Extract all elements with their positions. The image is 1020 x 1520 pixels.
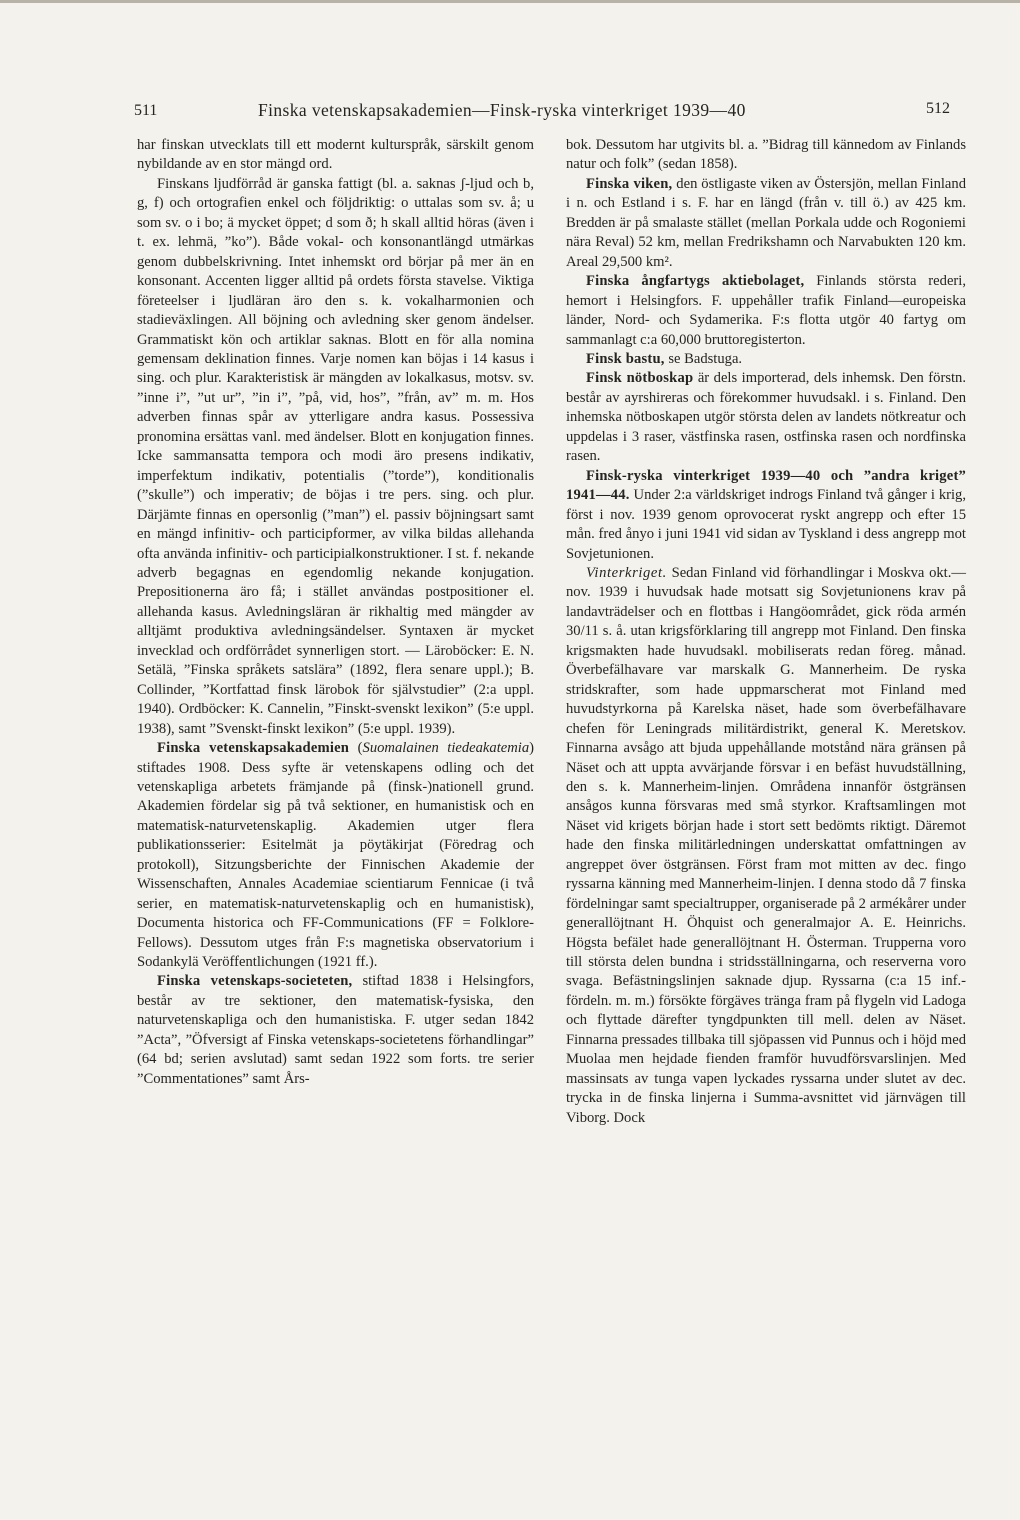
headword: Finska viken, <box>586 175 673 192</box>
headword: Finsk-ryska vinterkriget 1939—40 och ”andra kriget” 1941—44. <box>566 467 966 504</box>
running-header <box>0 100 1020 126</box>
entry-body: är dels importerad, dels inhemsk. Den förstn. består av ayrshireras och förekommer huvudsakl. i s. Finland. Den inhemska nötboskapen utgör största delen av landets nötkreatur och uppdelas i 3 raser, västfinska rasen, ostfinska rasen och nordfinska rasen. <box>566 370 966 465</box>
entry-finska-viken <box>566 175 966 272</box>
entry-finsk-bastu <box>566 350 966 369</box>
paragraph-vinterkriget <box>566 564 966 1128</box>
left-column <box>137 136 534 1089</box>
headword-translation: Suomalainen tiedeakatemia <box>362 740 530 757</box>
entry-finsk-ryska-vinterkriget <box>566 467 966 564</box>
paragraph-finskans-ljudforrad: Finskans ljudförråd är ganska fattigt (bl. a. saknas ʃ-ljud och b, g, f) och ortografien enkel och följdriktig: o uttalas som sv. å; u som sv. o i bo; ä mycket öppet; d som ð; h skall alltid höras (även i t. ex. lehmä, ”ko”). Både vokal- och konsonantlängd utmärkas genom dubbelskrivning. Intet inhemskt ord börjar på mer än en konsonant. Accenten ligger alltid på ordets första stavelse. Viktiga företeelser i ljudläran äro den s. k. vokalharmonien och stadieväxlingen. All böjning och avledning sker genom ändelser. Grammatiskt kön och artiklar saknas. Blott en för alla nomina gemensam deklination finnes. Varje nomen kan böjas i 14 kasus i sing. och plur. Karakteristisk är mängden av lokalkasus, motsv. sv. ”inne i”, ”ut ur”, ”in i”, ”på, vid, hos”, ”från, av” m. m. Hos adverben finnas spår av ytterligare andra kasus. Possessiva pronomina ersättas vanl. med ändelser. Blott en konjugation finnes. Icke sammansatta tempora och modi äro presens indikativ, imperfektum indikativ, potentialis (”torde”), konditionalis (”skulle”) och imperativ; de böjas i tre pers. sing. och plur. Därjämte finnas en opersonlig (”man”) el. passiv böjningsart samt en mängd infinitiv- och participformer, av vilka bildas allehanda ofta använda infinitiv- och participialkonstruktioner. I st. f. nekande adverb begagnas en egendomlig nekande konjugation. Prepositionerna äro få; i stället användas postpositioner el. allehanda kasus. Avledningsläran är rikhaltig med mängder av alltjämt produktiva avledningsändelser. Syntaxen är mycket invecklad och ordförrådet synnerligen stort. — Läroböcker: E. N. Setälä, ”Finska språkets satslära” (1892, flera senare uppl.); B. Collinder, ”Kortfattad finsk lärobok för självstudier” (2:a uppl. 1940). Ordböcker: K. Cannelin, ”Finskt-svenskt lexikon” (5:e uppl. 1938), samt ”Svenskt-finskt lexikon” (5:e uppl. 1939). <box>137 175 534 737</box>
right-column <box>566 136 966 1128</box>
entry-finsk-notboskap <box>566 369 966 466</box>
page-number-left: 511 <box>134 102 158 119</box>
entry-finska-vetenskaps-societeten <box>137 972 534 1089</box>
headword: Finsk nötboskap <box>586 370 694 387</box>
running-title: Finska vetenskapsakademien—Finsk-ryska vinterkriget 1939—40 <box>258 100 746 120</box>
entry-body: den östligaste viken av Östersjön, mellan Finland i n. och Estland i s. F. har en längd (från v. till ö.) av 425 km. Bredden är på smalaste stället (mellan Porkala udde och Rogoniemi nära Reval) 52 km, mellan Fredrikshamn och Narvabukten 120 km. Areal 29,500 km². <box>566 175 966 270</box>
headword: Finska vetenskaps-societeten, <box>157 973 353 990</box>
entry-body: stiftades 1908. Dess syfte är vetenskapens odling och det vetenskapliga arbetets främjande på (finsk-)nationell grund. Akademien fördelar sig på två sektioner, en humanistisk och en matematisk-naturvetenskaplig. Akademien utger flera publikationsserier: Esitelmät ja pöytäkirjat (Föredrag och protokoll), Sitzungsberichte der Finnischen Akademie der Wissenschaften, Annales Academiae scientiarum Fennicae (i två serier, en matematisk-naturvetenskaplig och en humanistisk), Documenta historica och FF-Communications (FF = Folklore-Fellows). Dessutom utges från F:s magnetiska observatorium i Sodankylä Veröffentlichungen (1921 ff.). <box>137 759 534 971</box>
entry-body: stiftad 1838 i Helsingfors, består av tre sektioner, den matematisk-fysiska, den naturvetenskapliga och den humanistiska. F. utger sedan 1842 ”Acta”, ”Öfversigt af Finska vetenskaps-societetens förhandlingar” (64 bd; serien avslutad) samt sedan 1922 som forts. tre serier ”Commentationes” samt Års- <box>137 973 534 1087</box>
entry-finska-vetenskapsakademien: Finska vetenskapsakademien (Suomalainen tiedeakatemia) stiftades 1908. Dess syfte är vetenskapens odling och det vetenskapliga arbetets främjande på (finsk-)nationell grund. Akademien fördelar sig på två sektioner, en humanistisk och en matematisk-naturvetenskaplig. Akademien utger flera publikationsserier: Esitelmät ja pöytäkirjat (Föredrag och protokoll), Sitzungsberichte der Finnischen Akademie der Wissenschaften, Annales Academiae scientiarum Fennicae (i två serier, en matematisk-naturvetenskaplig och en humanistisk), Documenta historica och FF-Communications (FF = Folklore-Fellows). Dessutom utges från F:s magnetiska observatorium i Sodankylä Veröffentlichungen (1921 ff.). <box>137 740 534 971</box>
paragraph-finska-language-end: har finskan utvecklats till ett modernt kulturspråk, särskilt genom nybildande av en stor mängd ord. <box>137 137 534 173</box>
headword: Finsk bastu, <box>586 350 665 367</box>
headword: Finska vetenskapsakademien <box>157 740 350 757</box>
headword: Finska ångfartygs aktiebolaget, <box>586 273 805 290</box>
entry-body: se Badstuga. <box>668 350 743 367</box>
paragraph-body: Sedan Finland vid förhandlingar i Moskva okt.—nov. 1939 i huvudsak hade motsatt sig Sovjetunionens krav på landavträdelser och en flottbas i Hangöområdet, gick röda armén 30/11 s. å. utan krigsförklaring till angrepp mot Finland. Den finska krigsmakten hade huvudsakl. mobiliserats redan föreg. månad. Överbefälhavare var marskalk G. Mannerheim. De ryska stridskrafter, som hade uppmarscherat mot Finland med huvudstyrkorna på Karelska näset, hade som överbefälhavare chefen för Leningrads militärdistrikt, general K. Meretskov. Finnarna avsågo att bjuda uppehållande motstånd nära gränsen på Näset och att uppta avvärjande försvar i en befäst huvudställning, den s. k. Mannerheim-linjen. Områdena innanför östgränsen ansågos kunna försvaras med små styrkor. Kraftsamlingen mot Näset vid krigets början hade i stort sett bedömts riktigt. Däremot hade den finska militärledningen underskattat omfattningen av angreppet över östgränsen. Först fram mot mitten av dec. fingo ryssarna känning med Mannerheim-linjen. I denna stodo då 7 finska fördelningar samt specialtrupper, organiserade på 2 armékårer under generallöjtnant H. Öhquist och generalmajor A. E. Heinrichs. Högsta befälet hade generallöjtnant H. Österman. Trupperna voro till största delen bundna i stridsställningarna, och reserverna voro svaga. Befästningslinjen saknade djup. Ryssarna (c:a 15 inf.-fördeln. m. m.) försökte förgäves tränga fram på flygeln vid Ladoga och flyttade därefter tyngdpunkten till mell. delen av Näset. Finnarna pressades tillbaka till sjöpassen vid Punnus och i höjd med Muolaa men hejdade fienden framför huvudförsvarslinjen. Med massinsats av tunga vapen lyckades ryssarna under slutet av dec. trycka in de finska linjerna i Summa-avsnittet vid järnvägen till Viborg. Dock <box>566 564 966 1126</box>
page-number-right: 512 <box>926 100 950 117</box>
paragraph-societeten-continued: bok. Dessutom har utgivits bl. a. ”Bidrag till kännedom av Finlands natur och folk” (sedan 1858). <box>566 137 966 173</box>
entry-body: Under 2:a världskriget indrogs Finland två gånger i krig, först i nov. 1939 genom oprovocerat ryskt angrepp och efter 15 mån. fred ånyo i juni 1941 vid sidan av Tyskland i dess angrepp mot Sovjetunionen. <box>566 487 966 562</box>
page-top-rule <box>0 0 1020 3</box>
entry-finska-angfartygs-aktiebolaget <box>566 272 966 350</box>
subheading: Vinterkriget. <box>586 564 667 581</box>
entry-body: Finlands största rederi, hemort i Helsingfors. F. uppehåller trafik Finland—europeiska länder, Nord- och Sydamerika. F:s flotta utgör 40 fartyg om sammanlagt c:a 60,000 bruttoregisterton. <box>566 273 966 348</box>
